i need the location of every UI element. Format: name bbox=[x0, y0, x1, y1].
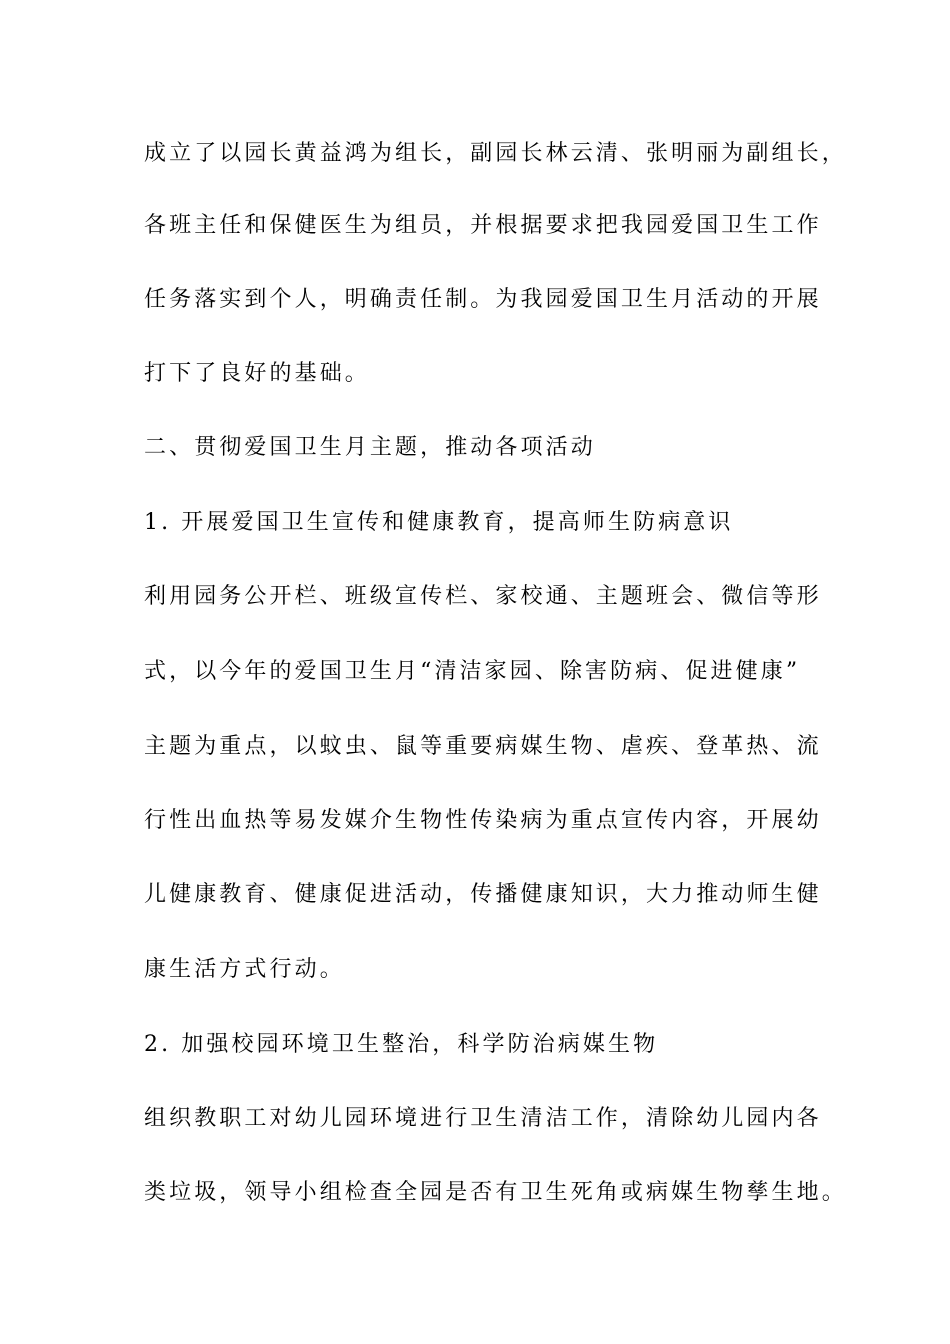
paragraph-line: 行性出血热等易发媒介生物性传染病为重点宣传内容，开展幼 bbox=[144, 808, 822, 833]
subsection-heading: 2. 加强校园环境卫生整治，科学防治病媒生物 bbox=[144, 1032, 659, 1057]
section-heading: 二、贯彻爱国卫生月主题，推动各项活动 bbox=[144, 435, 596, 460]
paragraph-line: 打下了良好的基础。 bbox=[144, 361, 370, 386]
paragraph-line: 组织教职工对幼儿园环境进行卫生清洁工作，清除幼儿园内各 bbox=[144, 1106, 822, 1131]
subsection-heading: 1. 开展爱国卫生宣传和健康教育，提高师生防病意识 bbox=[144, 510, 734, 535]
paragraph-line: 各班主任和保健医生为组员，并根据要求把我园爱国卫生工作 bbox=[144, 213, 822, 238]
paragraph-line: 利用园务公开栏、班级宣传栏、家校通、主题班会、微信等形 bbox=[144, 584, 822, 609]
paragraph-line: 类垃圾，领导小组检查全园是否有卫生死角或病媒生物孳生地。 bbox=[144, 1180, 847, 1205]
paragraph-line: 主题为重点，以蚊虫、鼠等重要病媒生物、虐疾、登革热、流 bbox=[144, 734, 822, 759]
paragraph-line: 康生活方式行动。 bbox=[144, 957, 345, 982]
paragraph-line: 式，以今年的爱国卫生月“清洁家园、除害防病、促进健康” bbox=[144, 659, 801, 684]
paragraph-line: 成立了以园长黄益鸿为组长，副园长林云清、张明丽为副组长， bbox=[144, 141, 847, 166]
paragraph-line: 任务落实到个人，明确责任制。为我园爱国卫生月活动的开展 bbox=[144, 287, 822, 312]
paragraph-line: 儿健康教育、健康促进活动，传播健康知识，大力推动师生健 bbox=[144, 882, 822, 907]
